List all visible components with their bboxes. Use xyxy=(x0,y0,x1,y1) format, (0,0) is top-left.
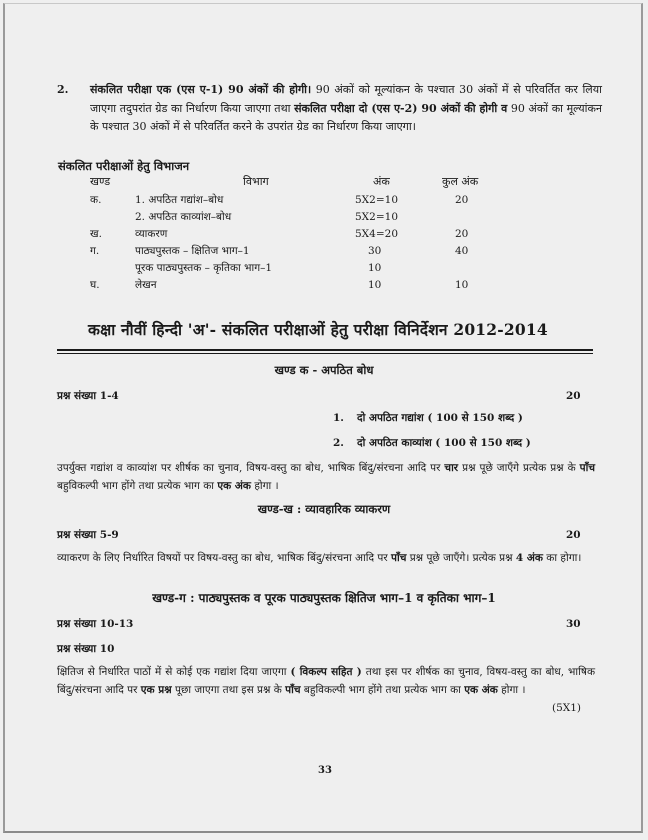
text-run: तथा इस पर शीर्षक का चुनाव, विषय-वस्तु का बोध, भाषिक बिंदु/संरचना आदि पर xyxy=(57,666,596,696)
row-marks: 30 xyxy=(368,245,382,257)
section-c-marks: 30 xyxy=(566,618,581,630)
row-department: पाठ्यपुस्तक – क्षितिज भाग–1 xyxy=(135,245,250,257)
text-run: एक अंक xyxy=(217,480,251,492)
row-total: 20 xyxy=(455,228,469,240)
text-run: प्रश्न पूछे जाएँगे प्रत्येक प्रश्न के xyxy=(458,462,580,474)
row-department: 2. अपठित काव्यांश–बोध xyxy=(135,211,232,223)
heading-rule xyxy=(57,349,593,351)
row-total: 40 xyxy=(455,245,469,257)
list-item: दो अपठित काव्यांश ( 100 से 150 शब्द ) xyxy=(357,437,531,449)
text-run: क्षितिज से निर्धारित पाठों में से कोई एक गद्यांश दिया जाएगा xyxy=(57,666,291,678)
page-title: कक्षा नौवीं हिन्दी 'अ'- संकलित परीक्षाओं हेतु परीक्षा विनिर्देशन 2012-2014 xyxy=(88,320,548,339)
text-run: होगा । xyxy=(497,684,526,696)
header-marks: अंक xyxy=(373,175,390,188)
section-c-title: खण्ड-ग : पाठ्यपुस्तक व पूरक पाठ्यपुस्तक क्षितिज भाग–1 व कृतिका भाग–1 xyxy=(152,591,496,605)
row-section: ख. xyxy=(90,228,102,240)
section-b-title: खण्ड-ख : व्यावहारिक व्याकरण xyxy=(257,502,391,516)
section-a-paragraph xyxy=(57,459,595,495)
row-marks: 5X4=20 xyxy=(355,228,398,240)
text-run: बहुविकल्पी भाग होंगे तथा प्रत्येक भाग का xyxy=(300,684,465,696)
section-b-paragraph xyxy=(57,549,595,567)
text-run: चार xyxy=(444,462,459,474)
list-item: दो अपठित गद्यांश ( 100 से 150 शब्द ) xyxy=(357,412,523,424)
text-run: पूछा जाएगा तथा इस प्रश्न के xyxy=(171,684,286,696)
heading-rule xyxy=(57,353,593,354)
text-run: होगा । xyxy=(250,480,279,492)
text-run: 90 अंकों का मूल्यांकन के पश्चात 30 अंकों में से परिवर्तित करने के उपरांत ग्रेड का निर्धारण किया जाएगा। xyxy=(90,101,602,133)
text-run: प्रश्न पूछे जाएँगे। प्रत्येक प्रश्न xyxy=(406,552,516,564)
item-2-paragraph xyxy=(90,81,602,137)
section-c-sub-question-label: प्रश्न संख्या 10 xyxy=(57,643,115,655)
row-department: व्याकरण xyxy=(135,228,168,240)
section-a-question-label: प्रश्न संख्या 1-4 xyxy=(57,390,119,402)
list-item-number: 2. xyxy=(333,437,344,449)
text-run: बहुविकल्पी भाग होंगे तथा प्रत्येक भाग का xyxy=(57,480,218,492)
section-c-paragraph-marks: (5X1) xyxy=(552,702,582,714)
text-run: संकलित परीक्षा दो (एस ए-2) 90 अंकों की होगी व xyxy=(294,101,508,115)
section-b-question-label: प्रश्न संख्या 5-9 xyxy=(57,529,119,541)
row-section: ग. xyxy=(90,245,100,257)
page-number: 33 xyxy=(318,765,332,776)
row-total: 20 xyxy=(455,194,469,206)
section-c-paragraph xyxy=(57,663,595,699)
text-run: संकलित परीक्षा एक (एस ए-1) 90 अंकों की होगी। xyxy=(90,83,312,96)
list-item-number: 1. xyxy=(333,412,344,424)
text-run: 4 अंक xyxy=(515,552,543,564)
section-a-title: खण्ड क - अपठित बोध xyxy=(274,363,374,377)
text-run: उपर्युक्त गद्यांश व काव्यांश पर शीर्षक का चुनाव, विषय-वस्तु का बोध, भाषिक बिंदु/संरचना आदि पर xyxy=(57,462,445,474)
row-total: 10 xyxy=(455,279,469,291)
text-run: 90 अंकों को मूल्यांकन के पश्चात 30 अंकों में से परिवर्तित कर लिया जाएगा तदुपरांत ग्रेड का निर्धारण किया जाएगा तथा xyxy=(90,83,602,115)
row-marks: 10 xyxy=(368,262,382,274)
text-run: का होगा। xyxy=(542,552,582,564)
text-run: एक अंक xyxy=(464,684,498,696)
text-run: ( विकल्प सहित ) xyxy=(290,666,362,678)
row-marks: 10 xyxy=(368,279,382,291)
item-number: 2. xyxy=(57,83,69,96)
text-run: पाँच xyxy=(391,552,407,564)
header-total: कुल अंक xyxy=(442,175,479,188)
row-marks: 5X2=10 xyxy=(355,194,398,206)
text-run: एक प्रश्न xyxy=(140,684,172,696)
section-a-marks: 20 xyxy=(566,390,581,402)
section-b-marks: 20 xyxy=(566,529,581,541)
text-run: पाँच xyxy=(579,462,595,474)
row-department: पूरक पाठ्यपुस्तक – कृतिका भाग–1 xyxy=(135,262,273,274)
row-marks: 5X2=10 xyxy=(355,211,398,223)
text-run: व्याकरण के लिए निर्धारित विषयों पर विषय-वस्तु का बोध, भाषिक बिंदु/संरचना आदि पर xyxy=(57,552,392,564)
row-department: लेखन xyxy=(135,279,157,291)
row-section: क. xyxy=(90,194,102,206)
section-c-question-label: प्रश्न संख्या 10-13 xyxy=(57,618,134,630)
header-department: विभाग xyxy=(243,175,269,188)
header-section: खण्ड xyxy=(90,175,111,188)
division-title: संकलित परीक्षाओं हेतु विभाजन xyxy=(58,159,190,173)
text-run: पाँच xyxy=(285,684,301,696)
row-section: घ. xyxy=(90,279,100,291)
row-department: 1. अपठित गद्यांश–बोध xyxy=(135,194,224,206)
